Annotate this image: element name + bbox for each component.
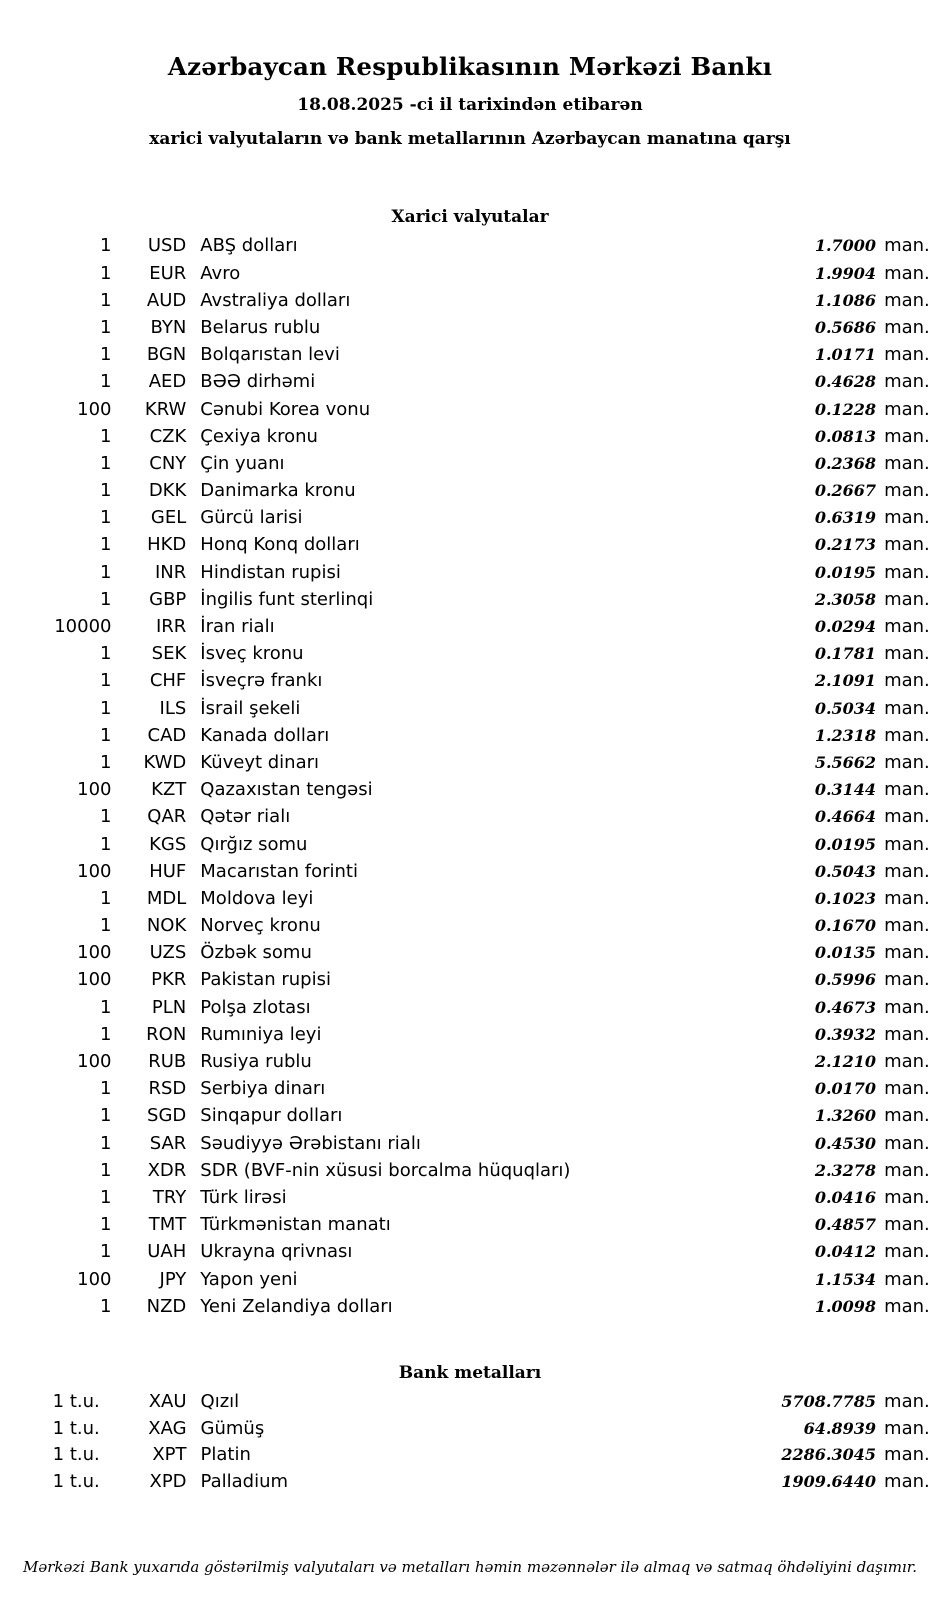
currency-name: Yeni Zelandiya dolları [200,1295,393,1317]
currency-name: Gürcü larisi [200,507,303,529]
currency-name: İngilis funt sterlinqi [200,588,374,610]
rate-unit: man. [884,398,930,420]
currency-code: USD [147,235,187,257]
rate-amount: 1 [100,1241,112,1263]
currency-code: KGS [149,833,187,855]
currency-row [0,806,940,833]
rate-amount: 1 [100,1105,112,1127]
currency-code: KWD [143,751,187,773]
currency-code: RON [146,1023,187,1045]
rate-amount: 100 [77,398,112,420]
rate-amount: 1 [100,344,112,366]
currency-name: İsrail şekeli [200,697,301,719]
rate-amount: 1 t.u. [52,1390,100,1412]
rate-unit: man. [884,1471,930,1493]
rate-value: 2.1091 [814,671,877,691]
currency-name: BƏƏ dirhəmi [200,371,316,393]
currency-name: SDR (BVF-nin xüsusi borcalma hüquqları) [200,1159,571,1181]
currency-code: GBP [149,588,187,610]
rate-unit: man. [884,1105,930,1127]
rate-amount: 1 [100,561,112,583]
rate-unit: man. [884,1295,930,1317]
rate-amount: 1 [100,833,112,855]
rate-amount: 1 [100,1023,112,1045]
rate-unit: man. [884,806,930,828]
rate-amount: 1 [100,235,112,257]
currency-name: Avro [200,262,241,284]
currency-row [0,643,940,670]
rate-amount: 1 [100,371,112,393]
currency-code: RSD [148,1078,187,1100]
page-subtitle: xarici valyutaların və bank metallarının Azərbaycan manatına qarşı [149,129,791,150]
currency-row [0,344,940,371]
currencies-section-title: Xarici valyutalar [391,207,549,228]
rate-amount: 10000 [54,616,112,638]
currency-code: PKR [151,969,187,991]
metal-row [0,1444,940,1471]
currency-name: İsveçrə frankı [200,670,323,692]
currency-name: Rumıniya leyi [200,1023,322,1045]
rate-amount: 1 t.u. [52,1444,100,1466]
rate-value: 1.2318 [814,725,877,745]
rate-value: 0.0412 [814,1242,877,1262]
rate-amount: 1 [100,452,112,474]
currency-name: Yapon yeni [200,1268,298,1290]
rate-value: 0.0813 [814,426,877,446]
currency-code: MDL [146,887,187,909]
currency-name: İran rialı [200,616,275,638]
currency-name: Hindistan rupisi [200,561,341,583]
currency-name: Səudiyyə Ərəbistanı rialı [200,1132,421,1154]
metals-section-title: Bank metalları [398,1362,542,1383]
rate-value: 0.1023 [814,888,877,908]
rate-value: 2286.3045 [781,1445,877,1465]
rate-amount: 1 [100,996,112,1018]
rate-unit: man. [884,643,930,665]
currency-code: TRY [152,1186,187,1208]
currency-code: DKK [148,480,187,502]
currency-code: UZS [149,942,187,964]
rate-value: 0.2368 [814,453,877,473]
rate-amount: 1 t.u. [52,1417,100,1439]
currency-code: KRW [144,398,187,420]
currency-name: Çexiya kronu [200,425,318,447]
rate-unit: man. [884,724,930,746]
rate-value: 0.0170 [814,1079,877,1099]
rate-amount: 100 [77,969,112,991]
currencies-table [0,235,940,1323]
currency-row [0,426,940,453]
rate-unit: man. [884,1390,930,1412]
currency-row [0,399,940,426]
metal-row [0,1418,940,1445]
rate-unit: man. [884,833,930,855]
currency-row [0,589,940,616]
rate-unit: man. [884,1132,930,1154]
currency-code: XPD [149,1471,187,1493]
rate-amount: 1 [100,1132,112,1154]
currency-name: Macarıstan forinti [200,860,358,882]
rate-unit: man. [884,1159,930,1181]
currency-name: İsveç kronu [200,643,304,665]
currency-name: Belarus rublu [200,316,321,338]
rate-value: 0.0135 [814,943,877,963]
currency-name: Ukrayna qrivnası [200,1241,353,1263]
rate-value: 2.1210 [814,1052,877,1072]
currency-row [0,725,940,752]
rate-value: 0.4628 [814,372,877,392]
rate-unit: man. [884,507,930,529]
currency-code: KZT [151,779,187,801]
currency-name: Türk lirəsi [200,1186,287,1208]
rate-amount: 1 [100,887,112,909]
currency-row [0,1105,940,1132]
currency-row [0,915,940,942]
rate-amount: 1 [100,480,112,502]
currency-row [0,997,940,1024]
rate-unit: man. [884,969,930,991]
rate-amount: 1 [100,588,112,610]
rate-value: 0.4857 [814,1215,877,1235]
rate-value: 0.1781 [814,644,877,664]
rate-unit: man. [884,751,930,773]
currency-row [0,969,940,996]
rate-amount: 1 [100,697,112,719]
rate-value: 1.1086 [814,290,877,310]
rate-value: 0.1670 [814,916,877,936]
currency-row [0,371,940,398]
rate-amount: 1 [100,751,112,773]
currency-name: ABŞ dolları [200,235,298,257]
currency-row [0,670,940,697]
rate-value: 0.5043 [814,861,877,881]
rate-value: 0.2173 [814,535,877,555]
footer-note: Mərkəzi Bank yuxarıda göstərilmiş valyutaları və metalları həmin məzənnələr ilə almaq və satmaq öhdəliyini daşımır. [22,1558,918,1576]
rate-unit: man. [884,425,930,447]
rate-value: 0.6319 [814,508,877,528]
rate-amount: 1 [100,1159,112,1181]
currency-name: Polşa zlotası [200,996,311,1018]
currency-code: XAG [148,1417,187,1439]
currency-code: CHF [149,670,187,692]
rate-unit: man. [884,779,930,801]
currency-row [0,1241,940,1268]
rate-value: 1.9904 [814,263,877,283]
currency-name: Qızıl [200,1390,240,1412]
rate-value: 64.8939 [803,1418,877,1438]
rate-amount: 1 [100,425,112,447]
currency-row [0,1051,940,1078]
rate-amount: 1 [100,316,112,338]
rate-value: 0.4530 [814,1133,877,1153]
currency-code: XAU [148,1390,187,1412]
currency-row [0,453,940,480]
currency-name: Kanada dolları [200,724,330,746]
rate-unit: man. [884,316,930,338]
currency-row [0,861,940,888]
rate-value: 5.5662 [814,752,877,772]
currency-code: XPT [152,1444,187,1466]
currency-row [0,317,940,344]
currency-code: BYN [150,316,187,338]
rate-unit: man. [884,588,930,610]
rate-amount: 100 [77,779,112,801]
currency-row [0,480,940,507]
rate-value: 1.0098 [814,1296,877,1316]
rate-value: 0.5034 [814,698,877,718]
currency-code: TMT [148,1214,187,1236]
currency-row [0,263,940,290]
rate-amount: 1 [100,262,112,284]
currency-code: AUD [146,289,187,311]
currency-code: SGD [147,1105,187,1127]
currency-row [0,1133,940,1160]
rate-value: 1.0171 [814,345,877,365]
currency-code: CAD [147,724,187,746]
currency-code: QAR [147,806,187,828]
rate-unit: man. [884,289,930,311]
rate-value: 0.0195 [814,562,877,582]
rate-value: 0.0294 [814,617,877,637]
rate-unit: man. [884,1268,930,1290]
rate-amount: 100 [77,1268,112,1290]
currency-row [0,888,940,915]
rate-amount: 1 t.u. [52,1471,100,1493]
rate-unit: man. [884,1417,930,1439]
currency-name: Bolqarıstan levi [200,344,340,366]
currency-name: Türkmənistan manatı [200,1214,391,1236]
currency-code: XDR [147,1159,187,1181]
currency-code: NZD [146,1295,187,1317]
rate-value: 1.1534 [814,1269,877,1289]
currency-name: Serbiya dinarı [200,1078,326,1100]
rate-amount: 100 [77,942,112,964]
rate-amount: 1 [100,643,112,665]
currency-row [0,942,940,969]
currency-code: ILS [159,697,187,719]
rate-value: 0.5996 [814,970,877,990]
rate-amount: 1 [100,289,112,311]
rate-amount: 1 [100,1295,112,1317]
rate-value: 1.3260 [814,1106,877,1126]
currency-code: SAR [149,1132,187,1154]
currency-name: Platin [200,1444,251,1466]
currency-row [0,1214,940,1241]
rate-value: 0.4673 [814,997,877,1017]
currency-name: Qətər rialı [200,806,291,828]
currency-row [0,1187,940,1214]
currency-row [0,1160,940,1187]
currency-name: Qazaxıstan tengəsi [200,779,373,801]
currency-name: Honq Konq dolları [200,534,360,556]
rate-amount: 100 [77,1051,112,1073]
rate-value: 5708.7785 [781,1391,877,1411]
currency-code: PLN [151,996,187,1018]
currency-name: Palladium [200,1471,289,1493]
currency-row [0,698,940,725]
rate-amount: 1 [100,915,112,937]
rate-unit: man. [884,1241,930,1263]
rate-value: 1.7000 [814,236,877,256]
currency-code: CZK [149,425,187,447]
currency-name: Qırğız somu [200,833,308,855]
currency-row [0,534,940,561]
page-title: Azərbaycan Respublikasının Mərkəzi Bankı [167,52,773,81]
currency-row [0,562,940,589]
currency-row [0,834,940,861]
rate-unit: man. [884,860,930,882]
rate-amount: 1 [100,670,112,692]
currency-row [0,1024,940,1051]
rate-unit: man. [884,1051,930,1073]
rate-amount: 1 [100,1078,112,1100]
rate-value: 0.5686 [814,317,877,337]
currency-code: BGN [146,344,187,366]
rate-value: 0.2667 [814,481,877,501]
currency-code: JPY [159,1268,187,1290]
currency-code: EUR [149,262,187,284]
rate-value: 1909.6440 [781,1472,877,1492]
currency-name: Özbək somu [200,942,312,964]
rate-unit: man. [884,344,930,366]
rate-unit: man. [884,561,930,583]
currency-code: UAH [147,1241,187,1263]
currency-code: CNY [149,452,187,474]
rate-value: 0.0416 [814,1187,877,1207]
currency-name: Rusiya rublu [200,1051,312,1073]
currency-name: Cənubi Korea vonu [200,398,371,420]
currency-row [0,1078,940,1105]
rate-value: 2.3278 [814,1160,877,1180]
currency-name: Moldova leyi [200,887,314,909]
rate-unit: man. [884,915,930,937]
rate-amount: 1 [100,806,112,828]
currency-row [0,507,940,534]
currency-code: NOK [146,915,187,937]
currency-code: HKD [147,534,187,556]
rate-unit: man. [884,1078,930,1100]
rate-unit: man. [884,1214,930,1236]
rate-unit: man. [884,262,930,284]
rate-value: 0.0195 [814,834,877,854]
rate-unit: man. [884,887,930,909]
rate-value: 0.3932 [814,1024,877,1044]
currency-name: Danimarka kronu [200,480,356,502]
rate-unit: man. [884,1444,930,1466]
currency-code: IRR [155,616,187,638]
currency-code: RUB [148,1051,187,1073]
rate-amount: 1 [100,724,112,746]
currency-name: Avstraliya dolları [200,289,351,311]
rate-unit: man. [884,670,930,692]
metals-table [0,1391,940,1498]
currency-code: HUF [149,860,187,882]
rate-amount: 1 [100,1186,112,1208]
currency-row [0,752,940,779]
rate-unit: man. [884,235,930,257]
rate-value: 0.3144 [814,780,877,800]
rate-unit: man. [884,480,930,502]
currency-row [0,616,940,643]
rate-value: 0.1228 [814,399,877,419]
currency-row [0,235,940,262]
currency-name: Norveç kronu [200,915,321,937]
currency-code: AED [148,371,187,393]
rate-unit: man. [884,942,930,964]
currency-row [0,1296,940,1323]
page-header [0,0,940,149]
currency-name: Gümüş [200,1417,265,1439]
currency-name: Küveyt dinarı [200,751,320,773]
rate-amount: 1 [100,1214,112,1236]
rate-amount: 1 [100,507,112,529]
currency-code: SEK [151,643,187,665]
currency-name: Pakistan rupisi [200,969,331,991]
currency-name: Sinqapur dolları [200,1105,343,1127]
rate-unit: man. [884,697,930,719]
currency-code: INR [155,561,187,583]
currency-name: Çin yuanı [200,452,285,474]
currency-row [0,779,940,806]
rate-unit: man. [884,996,930,1018]
currency-row [0,290,940,317]
rate-value: 0.4664 [814,807,877,827]
rate-unit: man. [884,1186,930,1208]
rate-amount: 100 [77,860,112,882]
rate-amount: 1 [100,534,112,556]
metal-row [0,1391,940,1418]
currency-code: GEL [150,507,187,529]
currency-row [0,1269,940,1296]
rate-unit: man. [884,1023,930,1045]
rate-unit: man. [884,616,930,638]
rate-value: 2.3058 [814,589,877,609]
rate-unit: man. [884,534,930,556]
rate-unit: man. [884,452,930,474]
effective-date-line: 18.08.2025 -ci il tarixindən etibarən [297,95,643,116]
metal-row [0,1471,940,1498]
rate-unit: man. [884,371,930,393]
